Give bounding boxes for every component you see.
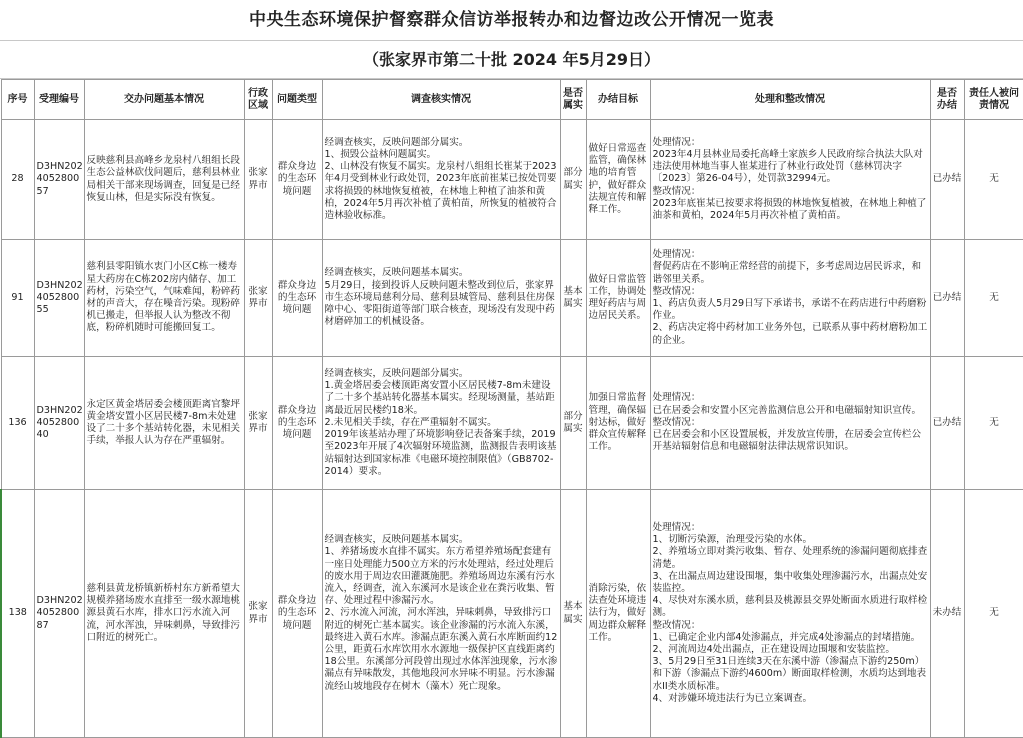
cell-is-true: 部分属实 (560, 120, 586, 240)
cell-seq: 28 (1, 120, 34, 240)
cell-handle: 处理情况： 2023年4月县林业局委托高峰土家族乡人民政府综合执法大队对违法使用林地当事人崔某进行了林业行政处罚（慈林罚决字〔2023〕第26-04号），处罚款32994元。 整改情况： 2023年底崔某已按要求将损毁的林地恢复植被，在林地上种植了油茶和黄柏，2024年5月再次补植了黄柏苗。 (650, 120, 930, 240)
cell-handle: 处理情况： 督促药店在不影响正常经营的前提下，多考虑周边居民诉求，和谐邻里关系。 整改情况： 1、药店负责人5月29日写下承诺书，承诺不在药店进行中药磨粉作业。 2、药店决定将中药材加工业务外包，已联系从事中药材磨粉加工的企业。 (650, 240, 930, 357)
cell-accountability: 无 (964, 240, 1023, 357)
cell-type: 群众身边的生态环境问题 (272, 357, 322, 490)
cell-seq: 91 (1, 240, 34, 357)
cell-seq: 136 (1, 357, 34, 490)
cell-done: 已办结 (930, 120, 964, 240)
cell-verify: 经调查核实，反映问题基本属实。 5月29日，接到投诉人反映问题未整改到位后，张家界市生态环境局慈利分局、慈利县城管局、慈利县住房保障中心、零阳街道等部门联合核查，现场没有发现中药材磨碎加工的机械设备。 (322, 240, 560, 357)
table-row (1, 357, 1023, 490)
cell-content: 永定区黄金塔居委会楼顶距离官黎坪黄金塔安置小区居民楼7-8m未处建设了二十多个基站转化器，未见相关手续，举报人认为存在严重辐射。 (84, 357, 244, 490)
cell-handle: 处理情况： 已在居委会和安置小区完善监测信息公开和电磁辐射知识宣传。 整改情况： 已在居委会和小区设置展板，并发放宣传册，在居委会宣传栏公开基站辐射信息和电磁辐射法律法规常识知识。 (650, 357, 930, 490)
header-content: 交办问题基本情况 (84, 80, 244, 120)
cell-done: 已办结 (930, 357, 964, 490)
header-goal: 办结目标 (586, 80, 650, 120)
cell-accountability: 无 (964, 357, 1023, 490)
cell-content: 反映慈利县高峰乡龙泉村八组组长段生态公益林砍伐问题后，慈利县林业局相关干部来现场调查，回复是已经恢复山林，但是实际没有恢复。 (84, 120, 244, 240)
header-is-true: 是否属实 (560, 80, 586, 120)
cell-verify: 经调查核实，反映问题部分属实。 1.黄金塔居委会楼顶距离安置小区居民楼7-8m未建设了二十多个基站转化器基本属实。经现场测量，基站距离最近居民楼约18米。 2.未见相关手续，存在严重辐射不属实。 2019年该基站办理了环境影响登记表备案手续，2019至2023年开展了4次辐射环境监测，监测报告表明该基站辐射达到国家标准《电磁环境控制限值》（GB8702-2014）要求。 (322, 357, 560, 490)
cell-type: 群众身边的生态环境问题 (272, 240, 322, 357)
cell-content: 慈利县黄龙桥镇新桥村东方新希望大规模养猪场废水直排至一级水源地桃源县黄石水库，排水口污水流入河流，河水浑浊，异味刺鼻，导致排污口附近的树死亡。 (84, 490, 244, 738)
cell-code: D3HN202 4052800 55 (34, 240, 84, 357)
cell-accountability: 无 (964, 490, 1023, 738)
header-type: 问题类型 (272, 80, 322, 120)
header-row (1, 80, 1023, 120)
cell-district: 张家界市 (244, 120, 272, 240)
cell-type: 群众身边的生态环境问题 (272, 490, 322, 738)
table-row (1, 490, 1023, 738)
cell-seq: 138 (1, 490, 34, 738)
header-seq: 序号 (1, 80, 34, 120)
cell-is-true: 基本属实 (560, 490, 586, 738)
cell-district: 张家界市 (244, 240, 272, 357)
header-done: 是否办结 (930, 80, 964, 120)
cell-accountability: 无 (964, 120, 1023, 240)
cell-code: D3HN202 4052800 57 (34, 120, 84, 240)
cell-district: 张家界市 (244, 357, 272, 490)
cell-verify: 经调查核实，反映问题基本属实。 1、养猪场废水直排不属实。东方希望养殖场配套建有一座日处理能力500立方米的污水处理站，经过处理后的废水用于周边农田灌溉施肥。养殖场周边东溪有污水流入，经调查，流入东溪河水是该企业在粪污收集、暂存、处理过程中渗漏污水。 2、污水流入河流，河水浑浊，异味刺鼻，导致排污口附近的树死亡基本属实。该企业渗漏的污水流入东溪，最终进入黄石水库。渗漏点距东溪入黄石水库断面约12公里，距黄石水库饮用水水源地一级保护区直线距离约18公里。东溪部分河段曾出现过水体浑浊现象，污水渗漏点有异味散发，其他地段河水异味不明显。污水渗漏流经山坡地段存在树木（藻木）死亡现象。 (322, 490, 560, 738)
page-title: 中央生态环境保护督察群众信访举报转办和边督边改公开情况一览表 (0, 0, 1023, 41)
cell-done: 已办结 (930, 240, 964, 357)
header-accountability: 责任人被问责情况 (964, 80, 1023, 120)
cell-goal: 加强日常监督管理，确保辐射达标，做好群众宣传解释工作。 (586, 357, 650, 490)
header-handle: 处理和整改情况 (650, 80, 930, 120)
cell-handle: 处理情况： 1、切断污染源，治理受污染的水体。 2、养殖场立即对粪污收集、暂存、处理系统的渗漏问题彻底排查清楚。 3、在出漏点周边建设围堰，集中收集处理渗漏污水，出漏点处安装监控。 4、尽快对东溪水质，慈利县及桃源县交界处断面水质进行取样检测。 整改情况： 1、已确定企业内部4处渗漏点，并完成4处渗漏点的封堵措施。 2、河流周边4处出漏点，正在建设周边围堰和安装监控。 3、5月29日至31日连续3天在东溪中游（渗漏点下游约250m）和下游（渗漏点下游约4600m）断面取样检测，水质均达到地表水II类水质标准。 4、对涉嫌环境违法行为已立案调查。 (650, 490, 930, 738)
cell-goal: 做好日常监管工作，协调处理好药店与周边居民关系。 (586, 240, 650, 357)
table-row (1, 120, 1023, 240)
report-table (0, 79, 1023, 738)
cell-district: 张家界市 (244, 490, 272, 738)
cell-verify: 经调查核实，反映问题部分属实。 1、损毁公益林问题属实。 2、山林没有恢复不属实。龙泉村八组组长崔某于2023年4月受到林业行政处罚，2023年底前崔某已按处罚要求将损毁的林地恢复植被，在林地上种植了油茶和黄柏，2024年5月再次补植了黄柏苗，所恢复的植被符合造林验收标准。 (322, 120, 560, 240)
table-row (1, 240, 1023, 357)
cell-code: D3HN202 4052800 40 (34, 357, 84, 490)
header-district: 行政区域 (244, 80, 272, 120)
cell-is-true: 部分属实 (560, 357, 586, 490)
page-subtitle: （张家界市第二十批 2024 年5月29日） (0, 41, 1023, 79)
cell-content: 慈利县零阳镇水衷门小区C栋一楼寿星大药房在C栋202房内储存、加工药材，污染空气，气味难闻，粉碎药材的声音大，存在噪音污染。现粉碎机已搬走，但举报人认为整改不彻底，粉碎机随时可能搬回复工。 (84, 240, 244, 357)
cell-done: 未办结 (930, 490, 964, 738)
cell-goal: 做好日常巡查监管，确保林地的培育管护，做好群众法规宣传和解释工作。 (586, 120, 650, 240)
cell-type: 群众身边的生态环境问题 (272, 120, 322, 240)
cell-code: D3HN202 4052800 87 (34, 490, 84, 738)
header-verify: 调查核实情况 (322, 80, 560, 120)
cell-is-true: 基本属实 (560, 240, 586, 357)
header-code: 受理编号 (34, 80, 84, 120)
cell-goal: 消除污染，依法查处环境违法行为，做好周边群众解释工作。 (586, 490, 650, 738)
